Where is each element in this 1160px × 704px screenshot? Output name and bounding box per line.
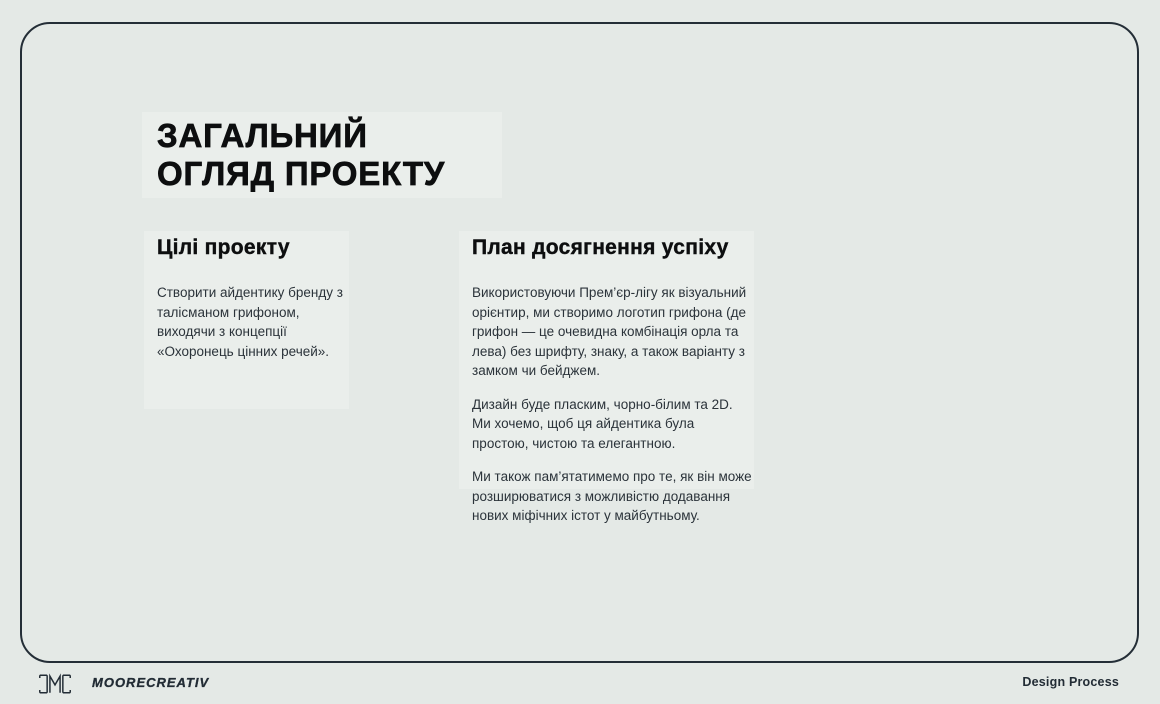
title-block [142,112,502,198]
brand-wordmark: MOORECREATIV [92,675,210,690]
plan-panel [459,231,754,523]
footer [0,663,1160,704]
slide-frame [20,22,1139,663]
plan-heading: План досягнення успіху [472,236,729,259]
goals-heading: Цілі проекту [157,236,290,259]
goals-panel [144,231,349,409]
plan-paragraph: Дизайн буде пласким, чорно-білим та 2D. Ми хочемо, щоб ця айдентика була простою, чистою та елегантною. [472,396,733,451]
page-title-line1: ЗАГАЛЬНИЙ [157,117,368,154]
page-title-line2: ОГЛЯД ПРОЕКТУ [157,155,446,192]
m-monogram-icon [36,672,74,696]
design-process-label: Design Process [1022,675,1119,689]
plan-paragraph: Використовуючи Прем’єр-лігу як візуальний орієнтир, ми створимо логотип грифона (де грифон — це очевидна комбінація орла та лева) без шрифту, знаку, а також варіанту з замком чи бейджем. [472,285,747,378]
goals-body-text: Створити айдентику бренду з талісманом грифоном, виходячи з концепції «Охоронець цінних речей». [157,285,343,359]
page-title [157,117,445,193]
plan-paragraph: Ми також пам’ятатимемо про те, як він може розширюватися з можливістю додавання нових міфічних істот у майбутньому. [472,469,752,523]
